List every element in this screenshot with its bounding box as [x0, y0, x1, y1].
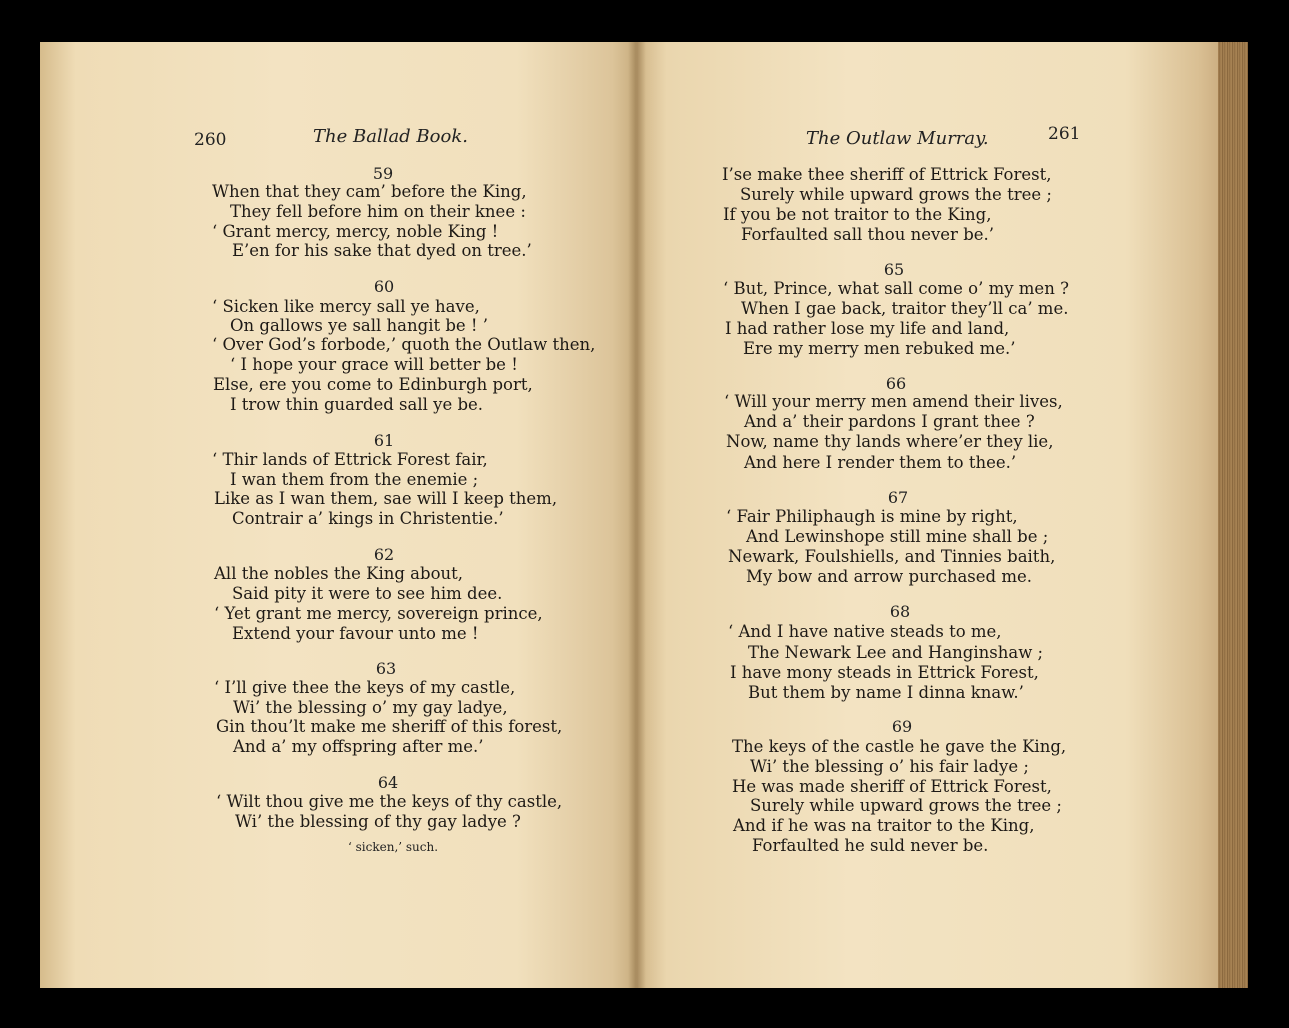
book-gutter [628, 42, 646, 988]
verse-line: I had rather lose my life and land, [725, 319, 1010, 338]
stanza-number: 67 [887, 488, 909, 507]
verse-line: E’en for his sake that dyed on tree.’ [232, 241, 532, 260]
verse-line: When I gae back, traitor they’ll ca’ me. [741, 299, 1069, 318]
verse-line: The keys of the castle he gave the King, [732, 737, 1067, 756]
verse-line: And if he was na traitor to the King, [733, 816, 1035, 835]
page-number: 260 [194, 130, 227, 150]
running-head: The Ballad Book. [313, 126, 468, 147]
page-number: 261 [1048, 124, 1081, 144]
verse-line: And a’ their pardons I grant thee ? [744, 412, 1035, 431]
verse-line: Gin thou’lt make me sheriff of this forest, [216, 717, 563, 736]
stanza-number: 65 [883, 260, 905, 279]
verse-line: Like as I wan them, sae will I keep them, [214, 489, 558, 508]
verse-line: Newark, Foulshiells, and Tinnies baith, [728, 547, 1056, 566]
left-page [40, 42, 636, 988]
verse-line: Wi’ the blessing of thy gay ladye ? [235, 812, 521, 831]
verse-line: He was made sheriff of Ettrick Forest, [732, 777, 1052, 796]
stanza-number: 62 [373, 545, 395, 564]
verse-line: On gallows ye sall hangit be ! ’ [230, 316, 489, 335]
stanza-number: 68 [889, 602, 911, 621]
verse-line: Surely while upward grows the tree ; [750, 796, 1062, 815]
verse-line: ‘ Thir lands of Ettrick Forest fair, [212, 450, 488, 469]
stanza-number: 63 [375, 659, 397, 678]
verse-line: And a’ my offspring after me.’ [233, 737, 484, 756]
verse-line: But them by name I dinna knaw.’ [748, 683, 1024, 702]
verse-line: Contrair a’ kings in Christentie.’ [232, 509, 504, 528]
verse-line: They fell before him on their knee : [230, 202, 526, 221]
open-book [40, 42, 1248, 988]
verse-line: ‘ Fair Philiphaugh is mine by right, [726, 507, 1018, 526]
verse-line: When that they cam’ before the King, [212, 182, 527, 201]
verse-line: ‘ Over God’s forbode,’ quoth the Outlaw then, [212, 335, 596, 354]
verse-line: ‘ But, Prince, what sall come o’ my men ? [723, 279, 1069, 298]
stanza-number: 66 [885, 374, 907, 393]
verse-line: I wan them from the enemie ; [230, 470, 479, 489]
stanza-number: 59 [372, 164, 394, 183]
verse-line: Forfaulted sall thou never be.’ [741, 225, 995, 244]
verse-line: I’se make thee sheriff of Ettrick Forest, [722, 165, 1052, 184]
verse-line: ‘ Yet grant me mercy, sovereign prince, [214, 604, 543, 623]
verse-line: ‘ I’ll give thee the keys of my castle, [214, 678, 516, 697]
verse-line: And Lewinshope still mine shall be ; [746, 527, 1049, 546]
verse-line: ‘ Grant mercy, mercy, noble King ! [212, 222, 499, 241]
verse-line: All the nobles the King about, [214, 564, 463, 583]
verse-line: Extend your favour unto me ! [232, 624, 479, 643]
stanza-number: 60 [373, 277, 395, 296]
verse-line: I trow thin guarded sall ye be. [230, 395, 484, 414]
verse-line: Said pity it were to see him dee. [232, 584, 503, 603]
verse-line: The Newark Lee and Hanginshaw ; [748, 643, 1044, 662]
stanza-number: 69 [891, 717, 913, 736]
verse-line: If you be not traitor to the King, [723, 205, 992, 224]
verse-line: My bow and arrow purchased me. [746, 567, 1032, 586]
verse-line: Now, name thy lands where’er they lie, [726, 432, 1054, 451]
verse-line: Wi’ the blessing o’ his fair ladye ; [750, 757, 1029, 776]
stanza-number: 61 [373, 431, 395, 450]
verse-line: ‘ And I have native steads to me, [728, 622, 1002, 641]
verse-line: Forfaulted he suld never be. [752, 836, 989, 855]
stanza-number: 64 [377, 773, 399, 792]
footnote: ‘ sicken,’ such. [348, 840, 439, 854]
verse-line: I have mony steads in Ettrick Forest, [730, 663, 1039, 682]
verse-line: ‘ I hope your grace will better be ! [230, 355, 518, 374]
verse-line: And here I render them to thee.’ [744, 453, 1017, 472]
running-head: The Outlaw Murray. [806, 128, 989, 149]
verse-line: Else, ere you come to Edinburgh port, [213, 375, 533, 394]
verse-line: Ere my merry men rebuked me.’ [743, 339, 1016, 358]
verse-line: ‘ Will your merry men amend their lives, [724, 392, 1063, 411]
verse-line: Surely while upward grows the tree ; [740, 185, 1052, 204]
verse-line: ‘ Sicken like mercy sall ye have, [212, 297, 480, 316]
page-edges [1218, 42, 1248, 988]
verse-line: ‘ Wilt thou give me the keys of thy castle, [216, 792, 563, 811]
verse-line: Wi’ the blessing o’ my gay ladye, [233, 698, 508, 717]
right-page [636, 42, 1248, 988]
